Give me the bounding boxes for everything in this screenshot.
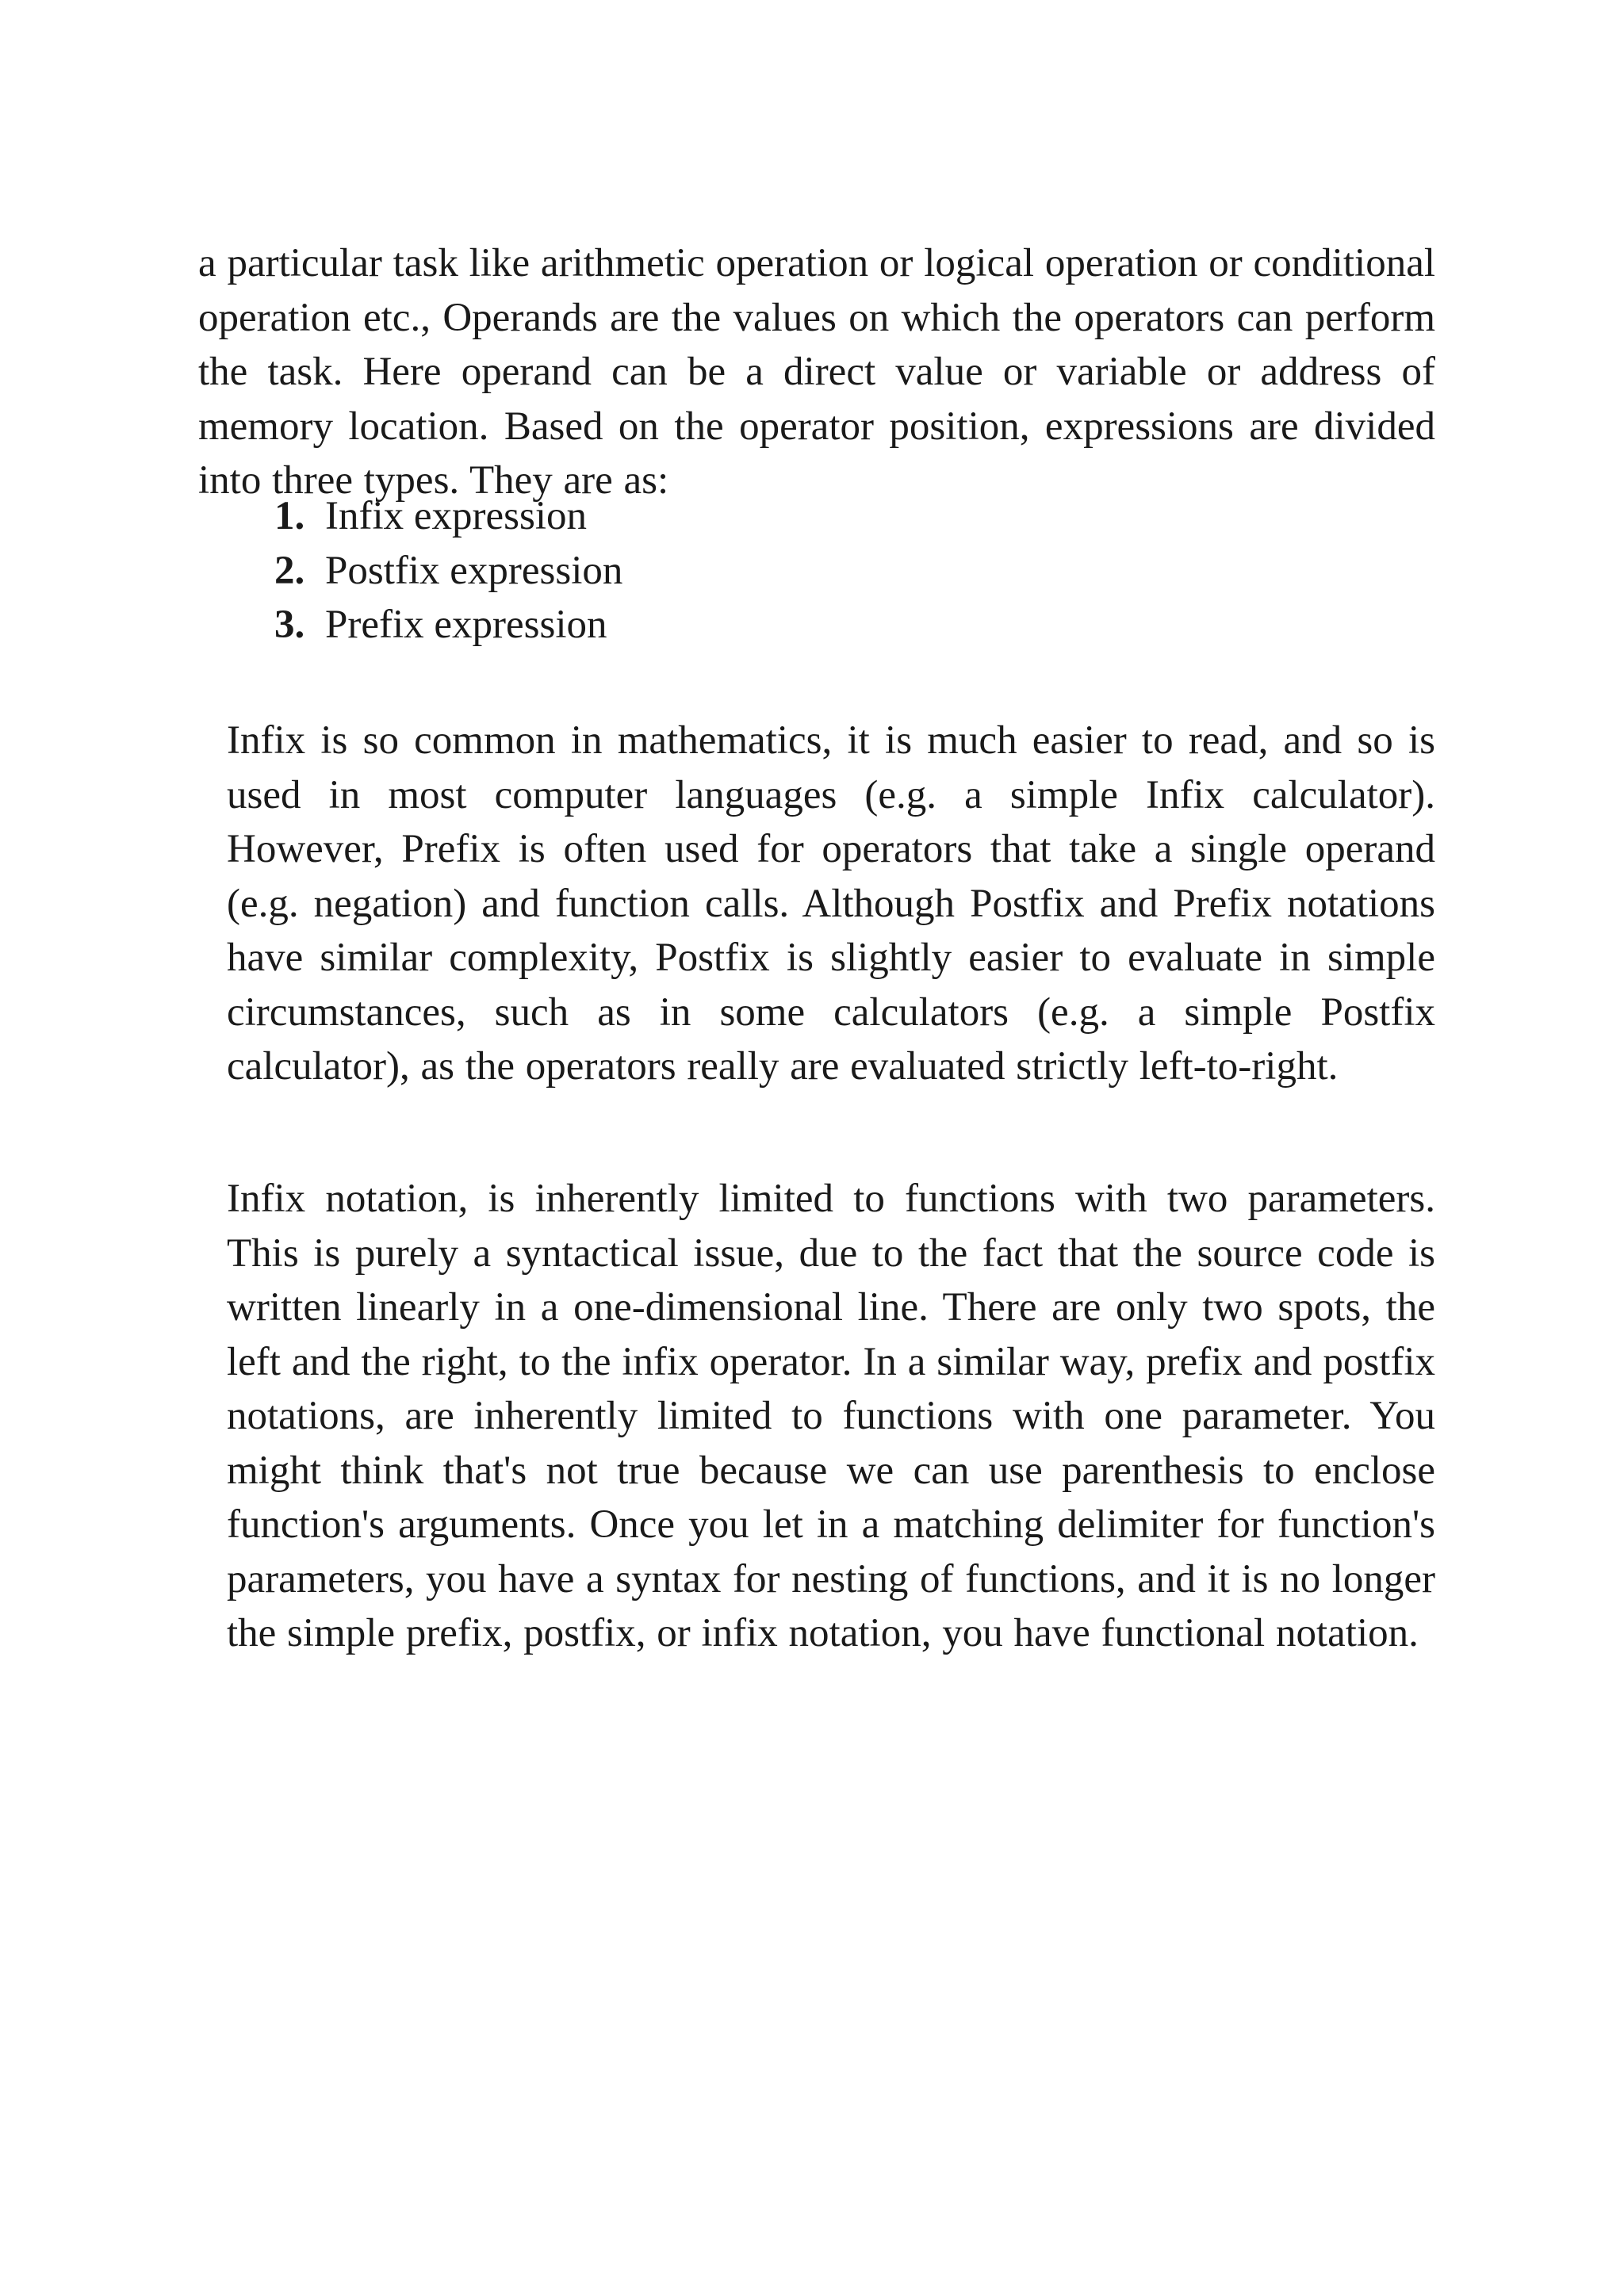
limits-paragraph: Infix notation, is inherently limited to functions with two parameters. This is purely a syntactical issue, due to the fact that the source code is written linearly in a one-dimensional line. There are only two spots, the left and the right, to the infix operator. In a similar way, prefix and postfix notations, are inherently limited to functions with one parameter. You might think that's not true because we can use parenthesis to enclose function's arguments. Once you let in a matching delimiter for function's parameters, you have a syntax for nesting of functions, and it is no longer the simple prefix, postfix, or infix notation, you have functional notation. bbox=[227, 1177, 1435, 1655]
list-item bbox=[274, 544, 622, 599]
list-item-number: 1. bbox=[274, 494, 305, 538]
intro-paragraph: a particular task like arithmetic operation or logical operation or conditional operation etc., Operands are the values on which the operators can perform the task. Here operand can be a direct value or variable or address of memory location. Based on the operator position, expressions are divided into three types. They are as: bbox=[198, 241, 1435, 503]
list-item-number: 3. bbox=[274, 603, 305, 647]
list-item-number: 2. bbox=[274, 548, 305, 593]
list-item-label: Postfix expression bbox=[325, 548, 623, 593]
list-item bbox=[274, 598, 622, 652]
usage-paragraph: Infix is so common in mathematics, it is much easier to read, and so is used in most computer languages (e.g. a simple Infix calculator). However, Prefix is often used for operators that take a single operand (e.g. negation) and function calls. Although Postfix and Prefix notations have similar complexity, Postfix is slightly easier to evaluate in simple circumstances, such as in some calculators (e.g. a simple Postfix calculator), as the operators really are evaluated strictly left-to-right. bbox=[227, 718, 1435, 1089]
list-item-label: Infix expression bbox=[325, 494, 588, 538]
expression-types-list bbox=[274, 489, 622, 652]
list-item-label: Prefix expression bbox=[325, 603, 607, 647]
list-item bbox=[274, 489, 622, 544]
